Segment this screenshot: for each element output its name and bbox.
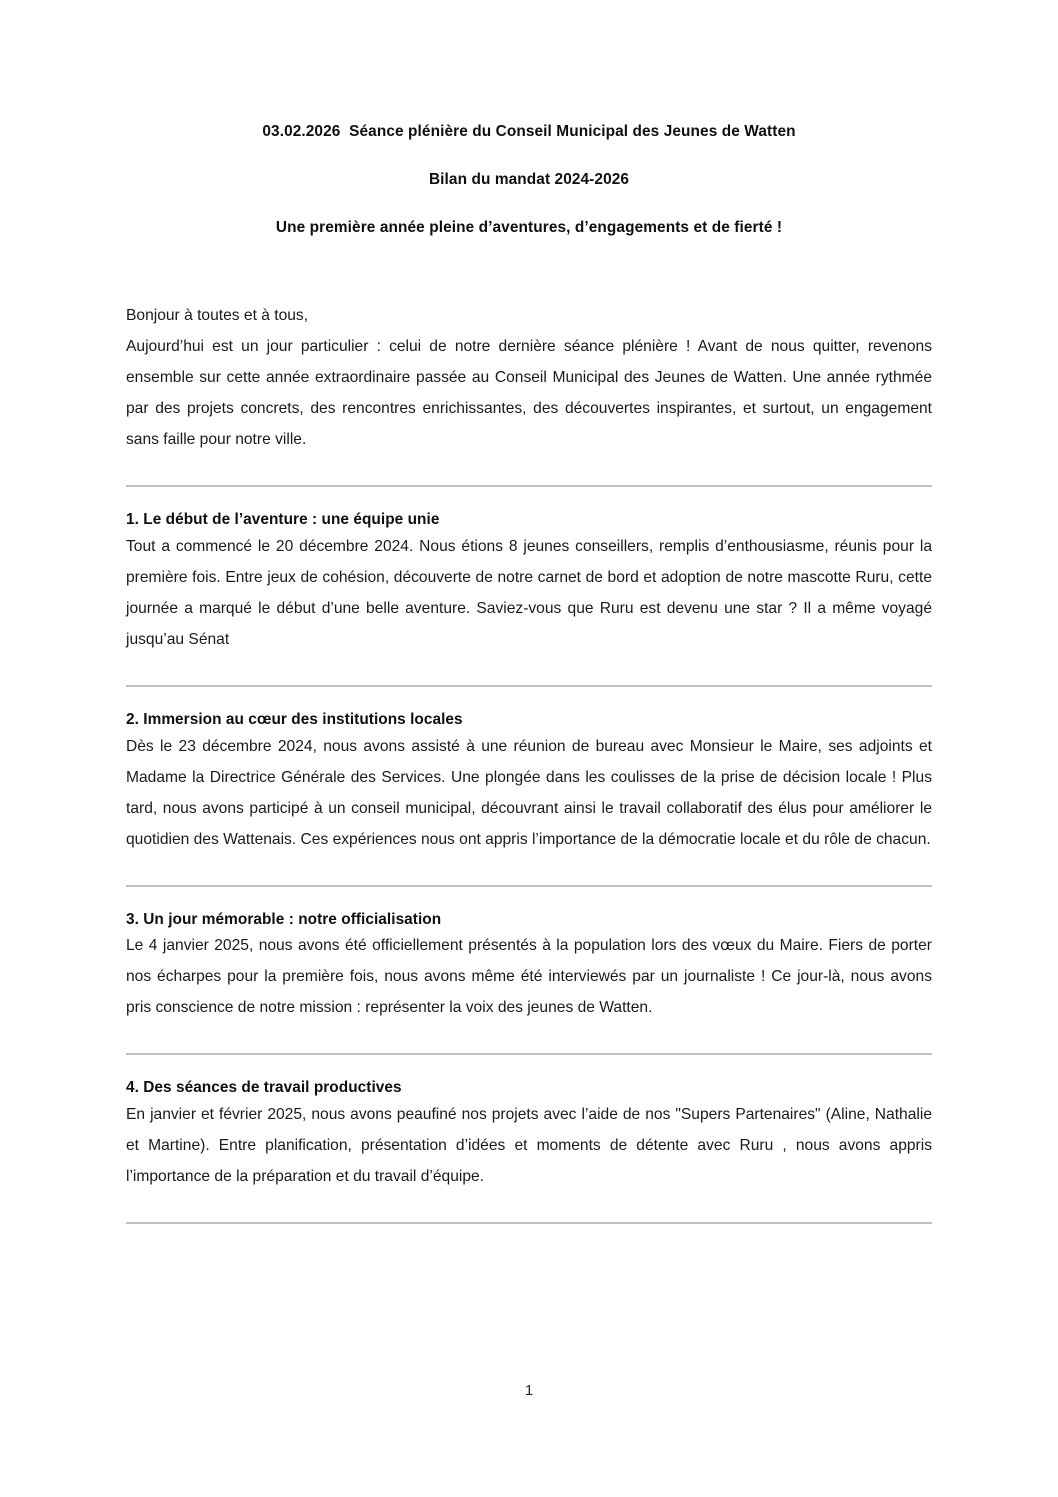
section-3 [126,855,932,1024]
section-1-body: Tout a commencé le 20 décembre 2024. Nous étions 8 jeunes conseillers, remplis d’enthousiasme, réunis pour la première fois. Entre jeux de cohésion, découverte de notre carnet de bord et adoption de notre mascotte Ruru, cette journée a marqué le début d’une belle aventure. Saviez-vous que Ruru est devenu une star ? Il a même voyagé jusqu’au Sénat [126,537,932,648]
section-1-heading: 1. Le début de l’aventure : une équipe unie [126,511,440,529]
section-3-body: Le 4 janvier 2025, nous avons été officiellement présentés à la population lors des vœux du Maire. Fiers de porter nos écharpes pour la première fois, nous avons même été interviewés par un journaliste ! Ce jour-là, nous avons pris conscience de notre mission : représenter la voix des jeunes de Watten. [126,937,932,1017]
closing-divider-wrap [126,1192,932,1224]
section-4-heading: 4. Des séances de travail productives [126,1079,402,1097]
closing-divider-section [126,1192,932,1224]
section-1 [126,455,932,655]
section-3-divider-wrap [126,855,932,887]
document-title-block [126,0,932,238]
section-2-divider-wrap [126,655,932,687]
document-title-line-3: Une première année pleine d’aventures, d’engagements et de fierté ! [275,218,783,236]
section-2 [126,655,932,855]
section-3-heading: 3. Un jour mémorable : notre officialisation [126,910,442,928]
document-title-line-1: 03.02.2026 Séance plénière du Conseil Municipal des Jeunes de Watten [262,123,796,140]
document-title-line-2: Bilan du mandat 2024-2026 [428,170,630,188]
document-content [126,0,932,1224]
section-divider [126,1222,932,1224]
greeting-text: Bonjour à toutes et à tous, [126,307,309,325]
section-4-body: En janvier et février 2025, nous avons peaufiné nos projets avec l’aide de nos "Supers Partenaires" (Aline, Nathalie et Martine). Entre planification, présentation d’idées et moments de détente avec Ruru , nous avons appris l’importance de la préparation et du travail d’équipe. [126,1105,932,1185]
section-4-divider-wrap [126,1023,932,1055]
section-1-divider-wrap [126,455,932,487]
section-2-heading: 2. Immersion au cœur des institutions locales [126,710,463,728]
section-4 [126,1023,932,1192]
section-2-body: Dès le 23 décembre 2024, nous avons assisté à une réunion de bureau avec Monsieur le Maire, ses adjoints et Madame la Directrice Générale des Services. Une plongée dans les coulisses de la prise de décision locale ! Plus tard, nous avons participé à un conseil municipal, découvrant ainsi le travail collaboratif des élus pour améliorer le quotidien des Wattenais. Ces expériences nous ont appris l’importance de la démocratie locale et du rôle de chacun. [126,737,932,848]
intro-paragraph: Aujourd’hui est un jour particulier : celui de notre dernière séance plénière ! Avant de nous quitter, revenons ensemble sur cette année extraordinaire passée au Conseil Municipal des Jeunes de Watten. Une année rythmée par des projets concrets, des rencontres enrichissantes, des découvertes inspirantes, et surtout, un engagement sans faille pour notre ville. [126,338,932,449]
page-number: 1 [524,1382,534,1399]
